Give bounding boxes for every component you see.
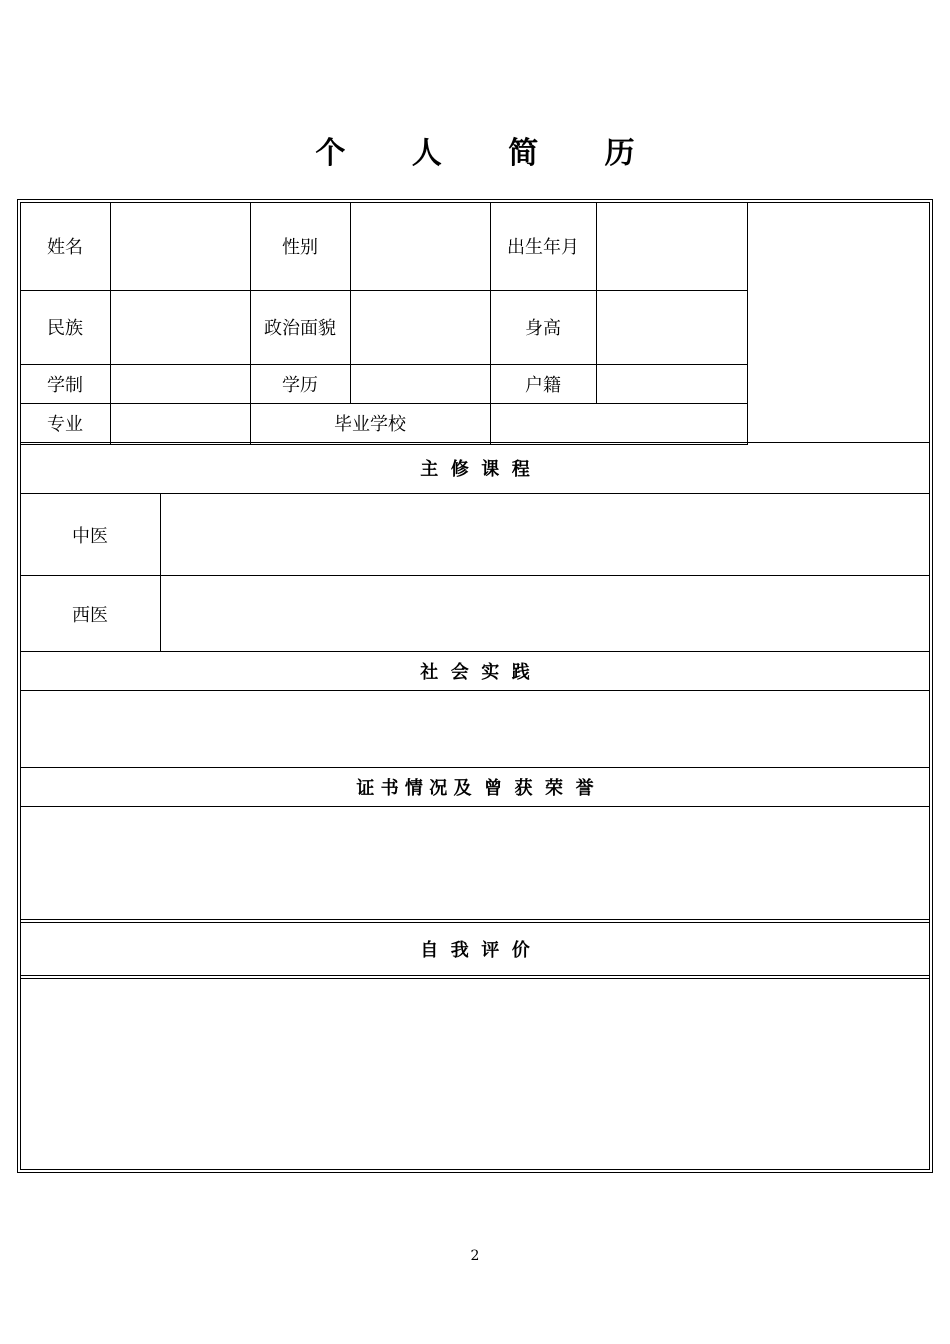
- col-divider-5: [596, 202, 597, 404]
- row-divider-12a: [20, 975, 930, 976]
- row-divider-2: [20, 364, 748, 365]
- certificates-header: 证 书 情 况 及 曾 获 荣 誉: [356, 778, 594, 799]
- row-divider-8: [20, 690, 930, 691]
- evaluation-header: 自 我 评 价: [420, 940, 530, 961]
- name-label: 姓名: [47, 237, 83, 258]
- row-divider-12b: [20, 978, 930, 979]
- row-divider-10: [20, 806, 930, 807]
- height-label: 身高: [525, 318, 561, 339]
- schooling-label: 学制: [47, 374, 83, 396]
- tcm-label: 中医: [72, 525, 108, 547]
- courses-header: 主 修 课 程: [420, 459, 530, 480]
- page-title: 个 人 简 历: [315, 136, 663, 171]
- hukou-label: 户籍: [525, 374, 561, 396]
- birth-label: 出生年月: [507, 237, 579, 258]
- practice-header: 社 会 实 践: [420, 662, 530, 683]
- course-col-divider: [160, 493, 161, 651]
- ethnicity-label: 民族: [47, 318, 83, 339]
- page-number: 2: [470, 1248, 480, 1264]
- major-label: 专业: [47, 414, 83, 435]
- western-label: 西医: [72, 604, 108, 626]
- school-label: 毕业学校: [334, 414, 406, 435]
- row-divider-11a: [20, 919, 930, 920]
- gender-label: 性别: [282, 237, 318, 258]
- col-divider-1: [110, 202, 111, 444]
- row-divider-1: [20, 290, 748, 291]
- political-label: 政治面貌: [264, 318, 336, 339]
- col-divider-3: [350, 202, 351, 404]
- education-label: 学历: [282, 374, 318, 396]
- photo-divider: [747, 202, 748, 444]
